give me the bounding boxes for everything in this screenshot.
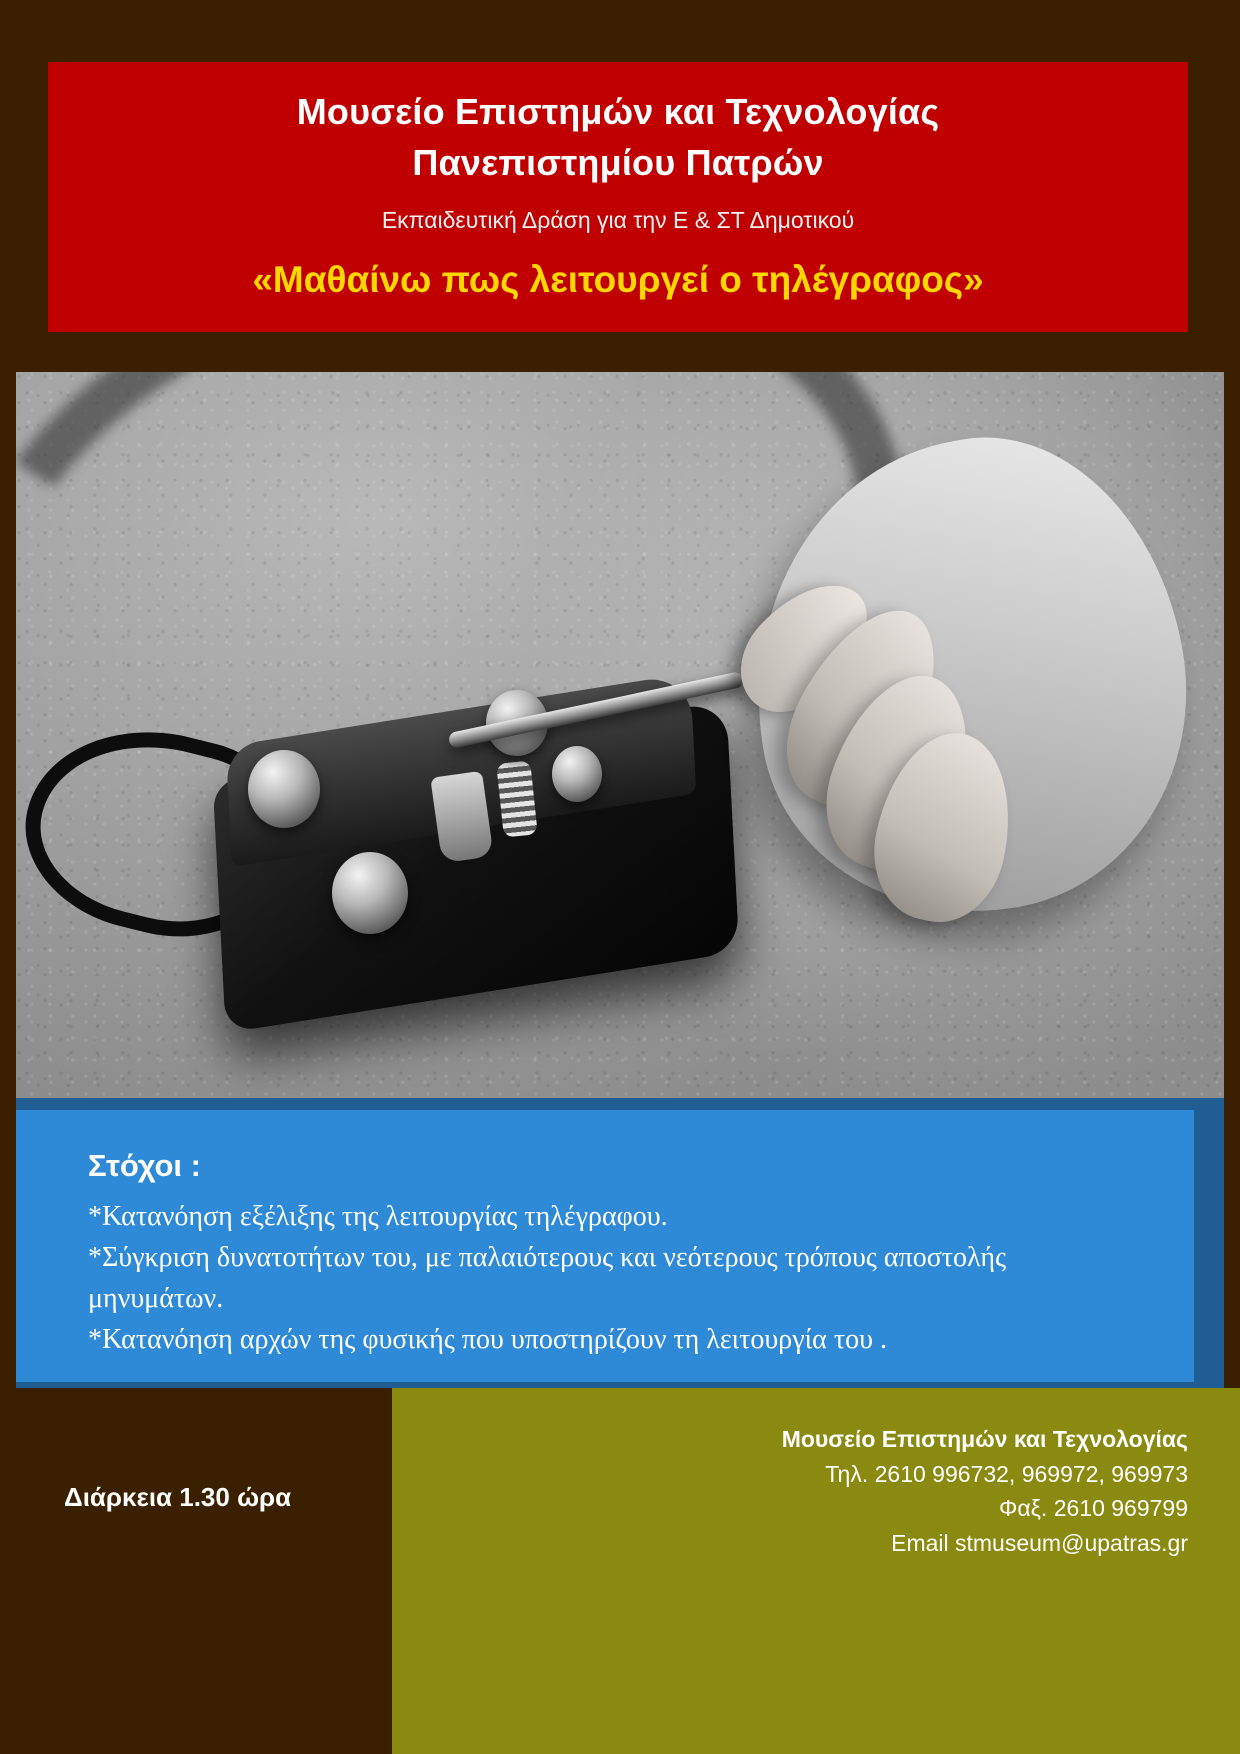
header-quote: «Μαθαίνω πως λειτουργεί ο τηλέγραφος»	[252, 259, 984, 301]
contact-museum: Μουσείο Επιστημών και Τεχνολογίας	[781, 1426, 1188, 1452]
objective-line-1: *Κατανόηση εξέλιξης της λειτουργίας τηλέγραφου.	[88, 1201, 668, 1232]
header-band	[48, 62, 1188, 332]
telegraph-knob-left	[248, 750, 320, 828]
contact-fax: Φαξ. 2610 969799	[998, 1495, 1188, 1521]
header-subtitle: Εκπαιδευτική Δράση για την Ε & ΣΤ Δημοτικού	[381, 207, 855, 234]
telegraph-photo	[16, 372, 1224, 1098]
objective-line-2: *Σύγκριση δυνατοτήτων του, με παλαιότερους και νεότερους τρόπους αποστολής	[88, 1242, 1007, 1274]
header-title-line1: Μουσείο Επιστημών και Τεχνολογίας	[296, 91, 940, 132]
telegraph-knob-right	[552, 746, 602, 802]
telegraph-knob-front	[332, 852, 408, 934]
objective-line-4: *Κατανόηση αρχών της φυσικής που υποστηρίζουν τη λειτουργία του .	[88, 1324, 887, 1356]
footer-contact-block	[392, 1388, 1240, 1754]
objectives-panel	[16, 1110, 1194, 1382]
objectives-title: Στόχοι :	[88, 1148, 201, 1183]
contact-phone: Τηλ. 2610 996732, 969972, 969973	[825, 1460, 1188, 1487]
header-title-line2: Πανεπιστημίου Πατρών	[412, 142, 824, 184]
contact-email[interactable]: Email stmuseum@upatras.gr	[891, 1529, 1188, 1556]
objective-line-3: μηνυμάτων.	[88, 1283, 224, 1315]
footer-duration-block	[0, 1388, 392, 1754]
duration-label: Διάρκεια 1.30 ώρα	[64, 1482, 292, 1512]
